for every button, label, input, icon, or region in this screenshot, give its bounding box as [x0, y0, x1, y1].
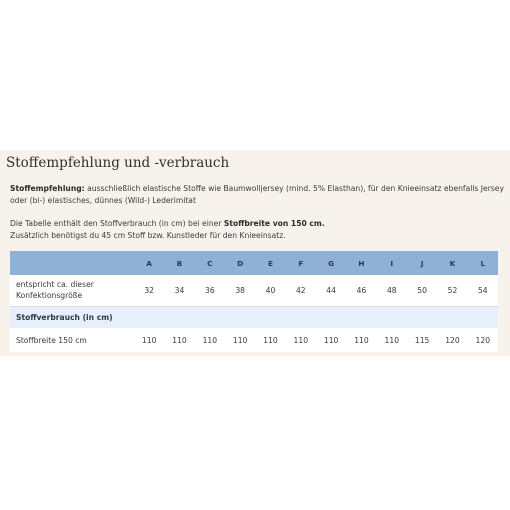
table-cell: 46: [346, 275, 376, 306]
table-cell: 44: [316, 275, 346, 306]
table-note-fabric-width: Stoffbreite von 150 cm.: [223, 219, 325, 228]
table-cell: 50: [407, 275, 437, 306]
table-cell: 110: [232, 335, 248, 345]
table-cell: 38: [225, 275, 255, 306]
size-col-header: J: [420, 258, 424, 268]
table-cell: 54: [468, 275, 498, 306]
recommendation-text: ausschließlich elastische Stoffe wie Baumwolljersey (mind. 5% Elasthan), für den Knieeinsatz ebenfalls Jersey oder (bi-) elastisches, dünnes (Wild-) Lederimitat: [10, 184, 504, 205]
section-row: [10, 306, 498, 328]
table-cell: 110: [293, 335, 309, 345]
table-cell: 48: [377, 275, 407, 306]
table-cell: 115: [414, 335, 430, 345]
table-cell: 120: [445, 335, 460, 345]
row-label: Stoffbreite 150 cm: [16, 335, 87, 345]
table-cell: 32: [134, 275, 164, 306]
size-col-header: A: [146, 258, 153, 268]
table-cell: 36: [195, 275, 225, 306]
table-cell: 42: [286, 275, 316, 306]
size-col-header: C: [207, 258, 213, 268]
table-row: [10, 275, 498, 306]
size-col-header: F: [298, 258, 304, 268]
table-cell: 110: [354, 335, 369, 345]
table-cell: 34: [164, 275, 194, 306]
table-cell: 110: [384, 335, 400, 345]
recommendation-label: Stoffempfehlung:: [10, 184, 85, 193]
fabric-consumption-table: [10, 251, 498, 352]
fabric-recommendation: [10, 183, 504, 207]
size-col-header: G: [328, 258, 335, 268]
table-cell: 40: [255, 275, 285, 306]
table-cell: 52: [437, 275, 467, 306]
table-cell: 120: [475, 335, 491, 345]
section-title: Stoffverbrauch (in cm): [16, 312, 113, 322]
table-cell: 110: [323, 335, 339, 345]
table-row: [10, 328, 498, 352]
size-col-header: K: [449, 258, 456, 268]
fabric-info-panel: [0, 150, 510, 356]
row-label: [10, 275, 134, 306]
header-corner: [10, 251, 134, 275]
table-cell: 110: [263, 335, 278, 345]
size-header-row: [10, 251, 498, 275]
row-label-line: entspricht ca. dieser: [16, 280, 94, 290]
table-cell: 110: [172, 335, 187, 345]
row-label-line: Konfektionsgröße: [16, 291, 83, 301]
size-col-header: E: [267, 258, 273, 268]
size-col-header: D: [237, 258, 244, 268]
table-note-knee-insert: Zusätzlich benötigst du 45 cm Stoff bzw. Kunstleder für den Knieeinsatz.: [10, 231, 286, 240]
table-note-before: Die Tabelle enthält den Stoffverbrauch (in cm) bei einer: [10, 219, 224, 228]
table-cell: 110: [141, 335, 157, 345]
size-col-header: L: [480, 258, 486, 268]
size-col-header: B: [176, 258, 183, 268]
table-note: [10, 218, 504, 242]
table-cell: 110: [202, 335, 218, 345]
section-heading: Stoffempfehlung und -verbrauch: [6, 155, 230, 171]
size-col-header: I: [390, 258, 394, 268]
size-col-header: H: [358, 258, 365, 268]
